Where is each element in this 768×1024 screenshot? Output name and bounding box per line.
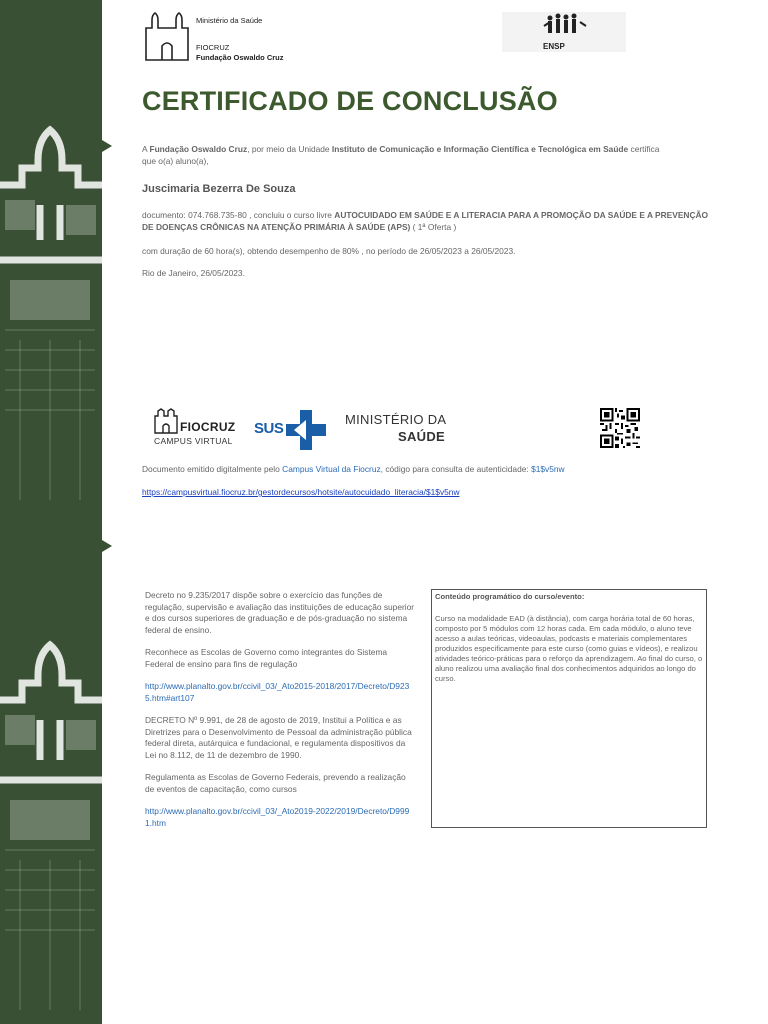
verification-url-link[interactable]: https://campusvirtual.fiocruz.br/gestordecursos/hotsite/autocuidado_literacia/$1$v5nw: [142, 487, 460, 497]
certificate-page: [102, 0, 768, 1024]
ministerio-text-line1: MINISTÉRIO DA: [345, 412, 447, 427]
place-date: Rio de Janeiro, 26/05/2023.: [142, 268, 245, 278]
fiocruz-header-logo: [144, 12, 284, 67]
decreto-9235-link[interactable]: http://www.planalto.gov.br/ccivil_03/_Ato2015-2018/2017/Decreto/D9235.htm#art107: [145, 681, 410, 703]
decreto-9991-link[interactable]: http://www.planalto.gov.br/ccivil_03/_Ato2019-2022/2019/Decreto/D9991.htm: [145, 806, 410, 828]
program-content-box: [431, 589, 707, 828]
ministerio-text-line2: SAÚDE: [398, 429, 446, 444]
unit-name: Instituto de Comunicação e Informação Científica e Tecnológica em Saúde: [331, 144, 629, 154]
qr-code: [600, 408, 640, 448]
course-name: AUTOCUIDADO EM SAÚDE E A LITERACIA PARA A PROMOÇÃO DA SAÚDE E A PREVENÇÃO DE DOENÇAS CRÔNICAS NA ATENÇÃO PRIMÁRIA À SAÚDE (APS): [142, 210, 709, 232]
decreto-9235-text: Decreto no 9.235/2017 dispõe sobre o exercício das funções de regulação, supervisão e avaliação das instituições de educação superior e dos cursos superiores de graduação e de pós-graduação no sistema federal de ensino.: [145, 590, 415, 635]
regulamenta-text: Regulamenta as Escolas de Governo Federais, prevendo a realização de eventos de capacitação, como cursos: [145, 772, 406, 794]
ensp-label: ENSP: [543, 42, 565, 51]
sus-cross-icon: [286, 410, 326, 450]
institution-name: Fundação Oswaldo Cruz: [149, 144, 248, 154]
ministry-label: Ministério da Saúde: [196, 16, 263, 25]
duration-line: com duração de 60 hora(s), obtendo desempenho de 80% , no período de 26/05/2023 a 26/05/2023.: [142, 246, 516, 256]
student-name: Juscimaria Bezerra De Souza: [142, 183, 296, 195]
certificate-title: CERTIFICADO DE CONCLUSÃO: [142, 86, 558, 116]
campus-virtual-text: CAMPUS VIRTUAL: [154, 436, 233, 446]
fiocruz-small-castle-icon: [154, 408, 178, 434]
decorative-sidebar: [0, 0, 102, 1024]
document-course-paragraph: documento: 074.768.735-80 , concluiu o curso livre AUTOCUIDADO EM SAÚDE E A LITERACIA PARA A PROMOÇÃO DA SAÚDE E A PREVENÇÃO DE DOENÇAS CRÔNICAS NA ATENÇÃO PRIMÁRIA À SAÚDE (APS) ( 1ª Oferta ): [142, 210, 709, 232]
fiocruz-full-label: Fundação Oswaldo Cruz: [196, 53, 284, 62]
partner-logos: [152, 406, 652, 452]
program-box-title: Conteúdo programático do curso/evento:: [435, 592, 585, 601]
intro-paragraph: A Fundação Oswaldo Cruz, por meio da Unidade Instituto de Comunicação e Informação Científica e Tecnológica em Saúde certifica que o(a) aluno(a),: [142, 144, 660, 166]
campus-virtual-link[interactable]: Campus Virtual da Fiocruz: [282, 464, 381, 474]
legal-text-column: [145, 590, 415, 840]
fiocruz-castle-icon: [144, 12, 190, 62]
fiocruz-label: FIOCRUZ: [196, 43, 230, 52]
ensp-people-icon: [502, 12, 626, 42]
decreto-9991-text: DECRETO Nº 9.991, de 28 de agosto de 2019, Institui a Política e as Diretrizes para o Desenvolvimento de Pessoal da administração pública federal direta, autárquica e fundacional, e regulamenta dispositivos da Lei no 8.112, de 11 de dezembro de 1990.: [145, 715, 412, 760]
program-box-body: Curso na modalidade EAD (à distância), com carga horária total de 60 horas, composto por 5 módulos com 12 horas cada. Em cada módulo, o aluno teve acesso a aulas teóricas, videoaulas, podcasts e materiais complementares produzidos especificamente para este curso (como guias e vídeos), e realizou atividades teórico-práticas para o reforço da aprendizagem. Ao final do curso, o aluno realizou uma avaliação final dos conhecimentos adquiridos ao longo do curso.: [435, 614, 703, 683]
authenticity-code: $1$v5nw: [531, 464, 565, 474]
fiocruz-logo-text: FIOCRUZ: [180, 420, 236, 434]
reconhece-text: Reconhece as Escolas de Governo como integrantes do Sistema Federal de ensino para fins de regulação: [145, 647, 388, 669]
ensp-logo: [502, 12, 626, 52]
castle-silhouette-decoration: [0, 0, 112, 1024]
authenticity-line: Documento emitido digitalmente pelo Campus Virtual da Fiocruz, código para consulta de autenticidade: $1$v5nw: [142, 464, 565, 474]
sus-text: SUS: [254, 420, 284, 437]
